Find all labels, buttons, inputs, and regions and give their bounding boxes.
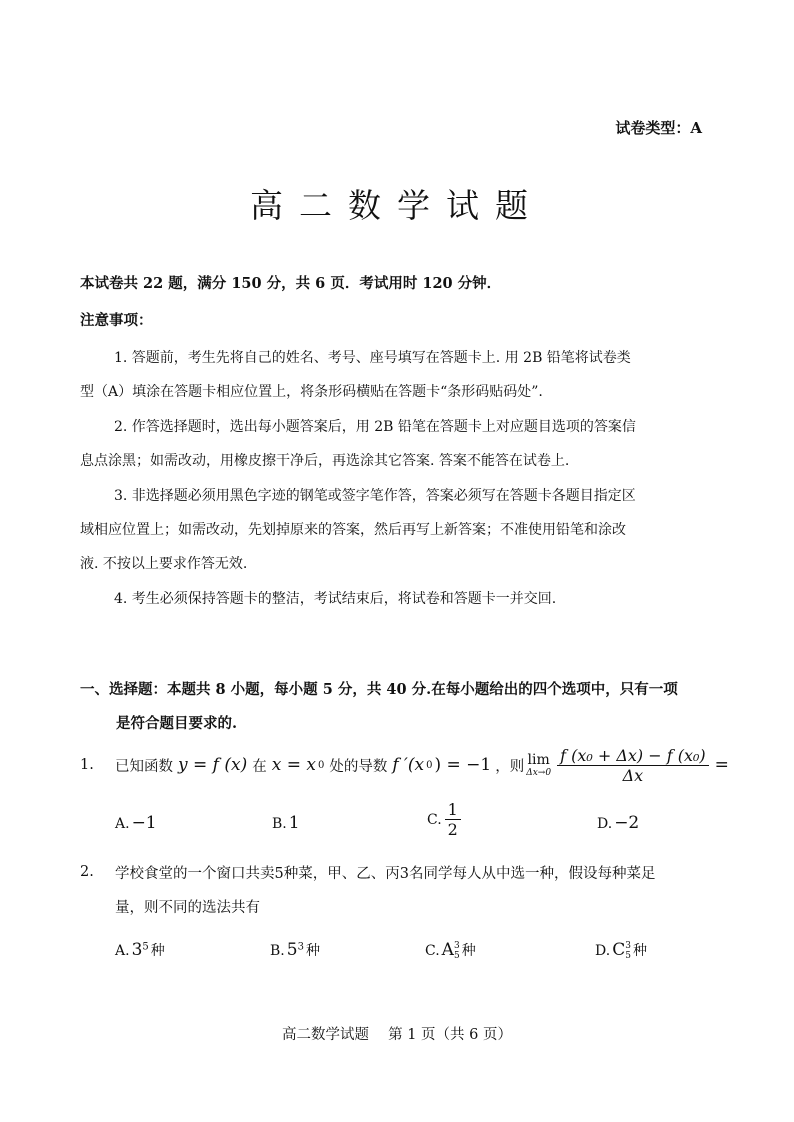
option-letter: A. bbox=[115, 816, 130, 832]
question-text: ，则 bbox=[495, 758, 525, 775]
page-footer: 高二数学试题 第 1 页（共 6 页） bbox=[282, 1027, 512, 1043]
option-unit: 种 bbox=[305, 943, 320, 959]
option-base: C bbox=[612, 940, 626, 960]
derivative-expression: f ′(x bbox=[392, 755, 425, 775]
question-text: 量，则不同的选法共有 bbox=[115, 900, 260, 916]
notice-line: 3. 非选择题必须用黑色字迹的钢笔或签字笔作答，答案必须写在答题卡各题目指定区 bbox=[114, 488, 636, 504]
limit-operator bbox=[526, 752, 551, 778]
notice-heading: 注意事项： bbox=[80, 312, 153, 329]
fraction-numerator: 1 bbox=[445, 800, 461, 820]
option-sup: 5 bbox=[142, 941, 149, 953]
derivative-value: ) = −1 bbox=[434, 755, 492, 775]
q2-option-b bbox=[270, 940, 320, 960]
exam-intro: 本试卷共 22 题，满分 150 分，共 6 页．考试用时 120 分钟． bbox=[80, 275, 502, 292]
notice-item-2 bbox=[80, 410, 713, 478]
option-fraction bbox=[445, 800, 461, 839]
subscript: 0 bbox=[317, 759, 325, 771]
notice-line: 域相应位置上；如需改动，先划掉原来的答案，然后再写上新答案；不准使用铅笔和涂改 bbox=[80, 522, 626, 538]
option-unit: 种 bbox=[632, 943, 647, 959]
option-value: −2 bbox=[614, 813, 640, 833]
fraction-denominator: Δx bbox=[622, 765, 644, 785]
option-base: 3 bbox=[131, 940, 143, 960]
q1-option-b bbox=[272, 813, 300, 833]
option-letter: C. bbox=[425, 943, 440, 959]
q1-option-d bbox=[597, 813, 639, 833]
option-letter: B. bbox=[272, 816, 287, 832]
limit-subscript: Δx→0 bbox=[526, 768, 552, 778]
q1-option-a bbox=[115, 813, 157, 833]
option-base: A bbox=[441, 940, 454, 960]
question-1-text bbox=[115, 740, 729, 790]
notice-item-1 bbox=[80, 307, 713, 409]
question-text: 处的导数 bbox=[329, 758, 388, 775]
paper-type-label: 试卷类型：A bbox=[615, 119, 702, 137]
q2-option-a bbox=[115, 940, 165, 960]
notice-line: 型（A）填涂在答题卡相应位置上，将条形码横贴在答题卡“条形码贴码处”. bbox=[80, 384, 543, 400]
question-text: 在 bbox=[252, 758, 267, 775]
question-number: 2. bbox=[80, 864, 94, 880]
question-text: 学校食堂的一个窗口共卖5种菜，甲、乙、丙3名同学每人从中选一种，假设每种菜足 bbox=[115, 866, 656, 882]
notice-line: 息点涂黑；如需改动，用橡皮擦干净后，再选涂其它答案. 答案不能答在试卷上. bbox=[80, 453, 570, 469]
subscript: 0 bbox=[426, 759, 433, 771]
q2-option-d bbox=[595, 940, 647, 961]
question-text: 已知函数 bbox=[115, 758, 173, 775]
fraction-numerator: f (x₀ + Δx) − f (x₀) bbox=[557, 746, 709, 766]
option-letter: B. bbox=[270, 943, 285, 959]
option-value: −1 bbox=[131, 813, 157, 833]
option-sup: 3 bbox=[297, 941, 304, 953]
notice-item-4 bbox=[80, 582, 713, 616]
option-letter: D. bbox=[595, 943, 611, 959]
notice-line: 2. 作答选择题时，选出每小题答案后，用 2B 铅笔在答题卡上对应题目选项的答案信 bbox=[114, 419, 636, 435]
option-sup: 3 bbox=[625, 941, 631, 951]
notice-item-3 bbox=[80, 479, 713, 581]
fraction-denominator: 2 bbox=[447, 820, 458, 839]
section-heading-line: 一、选择题：本题共 8 小题，每小题 5 分，共 40 分.在每小题给出的四个选项中，只有一项 bbox=[80, 681, 678, 698]
notice-line: 1. 答题前，考生先将自己的姓名、考号、座号填写在答题卡上. 用 2B 铅笔将试卷类 bbox=[114, 350, 631, 366]
section-heading bbox=[80, 673, 720, 741]
option-sub: 5 bbox=[453, 951, 460, 961]
q2-option-c bbox=[425, 940, 476, 961]
option-unit: 种 bbox=[461, 943, 476, 959]
equals-sign: = bbox=[714, 755, 729, 775]
option-value: 1 bbox=[288, 813, 300, 833]
notice-line: 4. 考生必须保持答题卡的整洁，考试结束后，将试卷和答题卡一并交回. bbox=[114, 591, 557, 607]
point-expression: x = x bbox=[271, 755, 316, 775]
question-number: 1. bbox=[80, 757, 94, 773]
notice-line: 液. 不按以上要求作答无效. bbox=[80, 556, 248, 572]
limit-fraction bbox=[557, 746, 709, 785]
option-letter: D. bbox=[597, 816, 613, 832]
option-letter: A. bbox=[115, 943, 130, 959]
q1-option-c bbox=[427, 800, 461, 839]
function-expression: y = f (x) bbox=[178, 755, 248, 775]
option-base: 5 bbox=[286, 940, 298, 960]
section-heading-line: 是符合题目要求的. bbox=[116, 715, 238, 732]
option-sup: 3 bbox=[453, 941, 460, 951]
option-unit: 种 bbox=[150, 943, 165, 959]
limit-word: lim bbox=[527, 752, 550, 768]
option-letter: C. bbox=[427, 811, 442, 828]
page-title: 高二数学试题 bbox=[250, 186, 544, 225]
option-sub: 5 bbox=[625, 951, 631, 961]
question-2-text bbox=[115, 857, 655, 925]
